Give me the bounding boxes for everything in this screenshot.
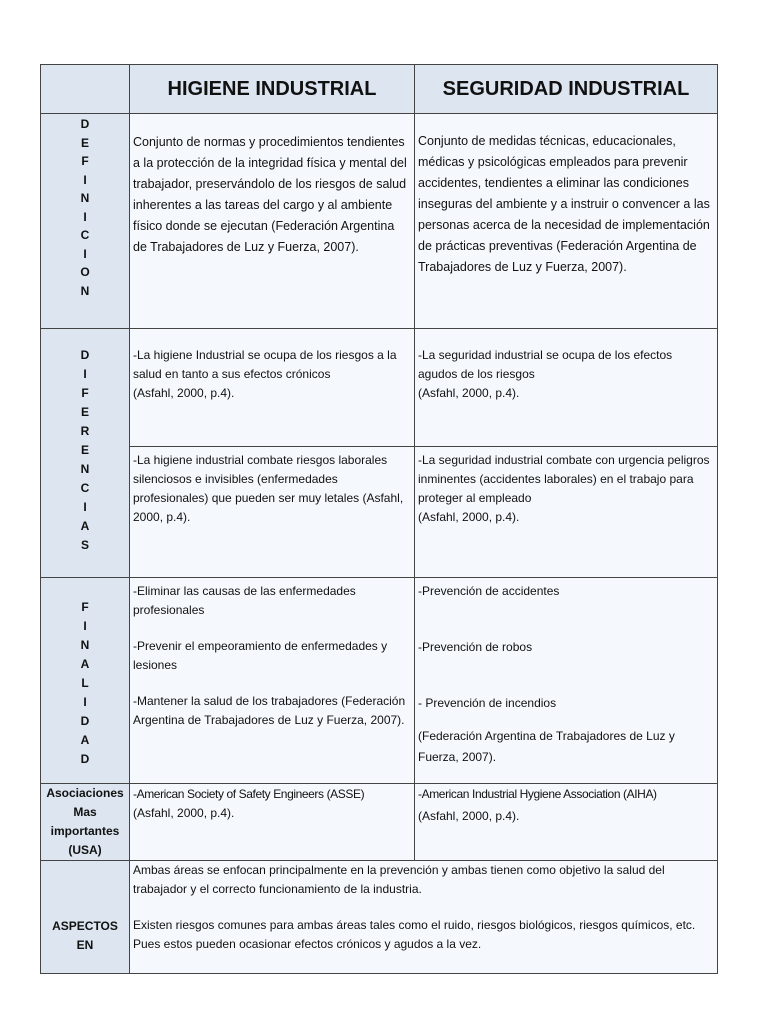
asociaciones-seguridad-text: -American Industrial Hygiene Association (AIHA) [418,787,657,801]
diferencias-2-seguridad-text: -La seguridad industrial combate con urgencia peligros inminentes (accidentes laborales) en el trabajo para proteger al empleado [418,453,710,505]
row-diferencias-1 [41,329,718,447]
header-row [41,65,718,114]
label-letter: A [80,657,90,671]
row-diferencias-2 [41,447,718,578]
finalidad-seguridad-item: -Prevención de robos [418,640,533,654]
label-letter: N [80,462,90,476]
finalidad-higiene-item: -Mantener la salud de los trabajadores (Federación Argentina de Trabajadores de Luz y Fuerza, 2007). [133,694,406,727]
finalidad-seguridad-item: -Prevención de accidentes [418,584,560,598]
diferencias-1-higiene-text: -La higiene Industrial se ocupa de los riesgos a la salud en tanto a sus efectos crónicos [133,348,397,381]
label-letter: I [83,172,87,187]
finalidad-seguridad-cite: (Federación Argentina de Trabajadores de Luz y Fuerza, 2007). [418,729,675,764]
finalidad-higiene-item: -Prevenir el empeoramiento de enfermedades y lesiones [133,639,388,672]
label-letter: I [83,209,87,224]
label-line: ASPECTOS [52,918,118,933]
label-letter: C [80,228,90,242]
aspectos-paragraph-1: Ambas áreas se enfocan principalmente en la prevención y ambas tienen como objetivo la salud del trabajador y el correcto funcionamiento de la industria. [133,863,665,896]
diferencias-2-higiene-text: -La higiene industrial combate riesgos laborales silenciosos e invisibles (enfermedades profesionales) que pueden ser muy letales (Asfahl, 2000, p.4). [133,453,404,524]
label-letter: I [83,246,87,261]
label-definicion [41,114,130,329]
finalidad-seguridad-item: - Prevención de incendios [418,696,557,710]
label-letter: E [80,443,89,457]
label-letter: R [80,424,90,438]
label-letter: D [80,348,90,362]
label-line: importantes [50,824,120,838]
label-aspectos [41,861,130,974]
row-finalidad [41,578,718,784]
aspectos-paragraph-2: Existen riesgos comunes para ambas áreas tales como el ruido, riesgos biológicos, riesgos químicos, etc. Pues estos pueden ocasionar efectos crónicos y agudos a la vez. [133,918,696,951]
diferencias-1-seguridad-cite: (Asfahl, 2000, p.4). [418,386,520,400]
asociaciones-higiene-cite: (Asfahl, 2000, p.4). [133,806,235,820]
asociaciones-seguridad-cite: (Asfahl, 2000, p.4). [418,809,520,823]
label-letter: E [80,135,89,150]
label-line: EN [76,937,94,952]
label-letter: N [80,191,90,205]
label-letter: F [81,386,89,400]
label-finalidad [41,578,130,784]
label-letter: E [80,405,89,419]
label-diferencias [41,329,130,578]
label-letter: N [80,638,90,652]
row-aspectos [41,861,718,974]
header-seguridad: SEGURIDAD INDUSTRIAL [415,65,718,114]
vertical-label [41,114,129,300]
label-letter: F [81,600,89,614]
diferencias-2-seguridad-cite: (Asfahl, 2000, p.4). [418,510,520,524]
label-letter: I [83,500,87,514]
label-letter: D [80,752,90,766]
row-definicion [41,114,718,329]
label-letter: F [81,154,89,168]
label-letter: S [80,538,89,552]
finalidad-higiene-item: -Eliminar las causas de las enfermedades profesionales [133,584,356,617]
header-corner [41,65,130,114]
label-asociaciones [41,784,130,861]
label-letter: A [80,519,90,533]
label-letter: O [80,265,90,279]
header-higiene: HIGIENE INDUSTRIAL [130,65,415,114]
vertical-label [41,329,129,555]
row-asociaciones [41,784,718,861]
asociaciones-higiene-text: -American Society of Safety Engineers (ASSE) [133,787,365,801]
label-letter: D [80,117,90,131]
label-letter: C [80,481,90,495]
label-letter: N [80,283,90,298]
label-letter: I [83,367,87,381]
label-letter: L [81,676,89,690]
label-letter: D [80,714,90,728]
vertical-label [41,578,129,769]
label-line: Mas [73,805,97,819]
diferencias-1-seguridad-text: -La seguridad industrial se ocupa de los efectos agudos de los riesgos [418,348,673,381]
definicion-higiene-text: Conjunto de normas y procedimientos tendientes a la protección de la integridad física y mental del trabajador, preservándolo de los riesgos de salud inherentes a las tareas del cargo y al ambiente físico donde se ejecutan (Federación Argentina de Trabajadores de Luz y Fuerza, 2007). [133,135,407,254]
label-line: Asociaciones [46,786,124,800]
comparison-table [40,64,718,974]
label-letter: I [83,695,87,709]
label-line: (USA) [68,843,102,857]
label-letter: A [80,733,90,747]
definicion-seguridad-text: Conjunto de medidas técnicas, educacionales, médicas y psicológicas empleados para prevenir accidentes, tendientes a eliminar las condiciones inseguras del ambiente y a instruir o convencer a las personas acerca de la necesidad de implementación de prácticas preventivas (Federación Argentina de Trabajadores de Luz y Fuerza, 2007). [418,134,710,274]
diferencias-1-higiene-cite: (Asfahl, 2000, p.4). [133,386,235,400]
label-letter: I [83,619,87,633]
